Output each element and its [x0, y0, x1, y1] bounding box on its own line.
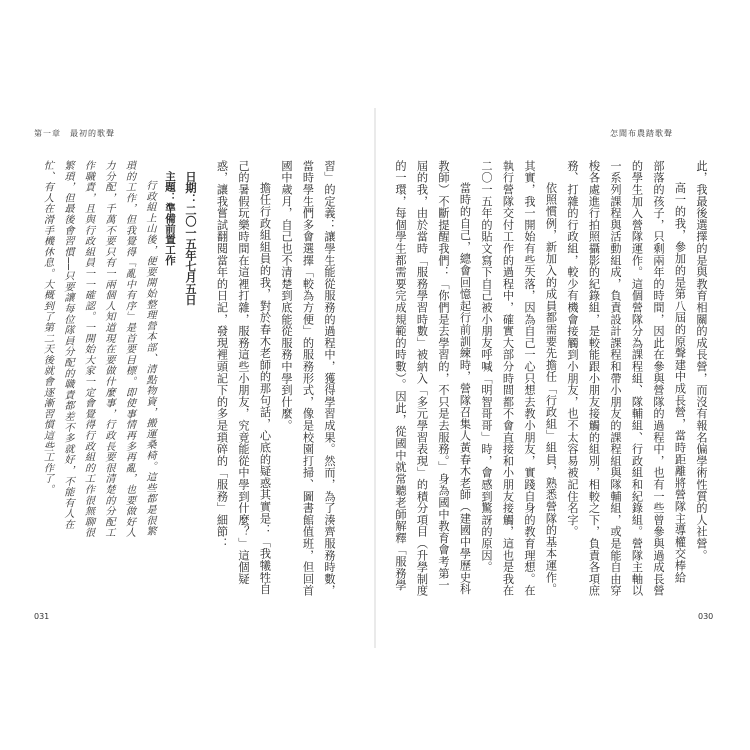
- diary-line: 作職責，且與行政組員一一確認。一開始大家一定會覺得行政組的工作很無聊很: [82, 160, 94, 538]
- text-line: 一系列課程與活動組成，負責設計課程和帶小朋友的課程組與隊輔組，或是能自由穿: [609, 160, 622, 597]
- page-gutter: [374, 108, 376, 648]
- diary-line: 行政組上山後，便要開始整理營本部、清點物資，搬運桑椅。這些都是很繁: [144, 180, 155, 537]
- text-line: 的學生加入營隊運作。這個營隊分為課程組、隊輔組、行政組和紀錄組。營隊主軸以: [630, 160, 644, 597]
- diary-topic: 主題：準備前置工作: [164, 170, 176, 265]
- left-page-number: 031: [34, 612, 50, 621]
- diary-line: 忙、有人在滑手機休息。大概到了第二天後就會逐漸習慣這些工作了。: [41, 160, 53, 495]
- text-line: 執行營隊交付工作的過程中，確實大部分時間都不會直接和小朋友接觸，這也是我在: [501, 160, 515, 597]
- text-line: 惑，讓我嘗試翻閱當年的日記，發現裡頭記下的多是瑣碎的「服務」細節：: [215, 160, 229, 550]
- text-line: 己的暑假玩樂時間在這裡打雜，服務這些小朋友，究竟能從中學到什麼？」這個疑: [237, 160, 250, 585]
- left-page-text: [40, 160, 340, 597]
- text-line: 當時學生們多會選擇「較為方便」的服務形式，像是校園打掃、圖書館值班，但回首: [301, 160, 315, 597]
- text-line: 教師）不斷提醒我們：「你們是去學習的，不只是去服務。」身為國中教育會考第一: [437, 160, 450, 591]
- text-line: 部落的孩子，只剩兩年的時間，因此在參與營隊的過程中，也有一些曾參與過成長營: [652, 160, 665, 597]
- text-line: 二〇一五年的貼文寫下自己被小朋友呼喊「明智哥哥」時，會感到驚訝的原因。: [480, 160, 493, 573]
- text-line: 習」的定義：讓學生能從服務的過程中，獲得學習成果。然而，為了湊齊服務時數，: [323, 160, 336, 597]
- text-line: 其實，我一開始有些失落，因為自己一心只想去教小朋友，實踐自身的教育理想。在: [523, 160, 536, 597]
- diary-line: 瑣的工作，但我覺得「亂中有序」是首要目標。即使事情再多再亂，也要做好人: [123, 160, 135, 538]
- text-line: 屆的我，由於當時「服務學習時數」被納入「多元學習表現」的積分項目（升學制度: [415, 160, 429, 597]
- text-line: 的一環，每個學生都需要完成規範的時數）。因此，從國中就常聽老師解釋「服務學: [394, 160, 407, 591]
- text-line: 高一的我，參加的是第八屆的原聲建中成長營，當時距離將營隊主導權交棒給: [673, 182, 687, 584]
- left-running-header: 第一章 最初的歌聲: [34, 129, 115, 138]
- text-line: 當時的自己，總會回憶起行前訓練時，營隊召集人黃春木老師（建國中學歷史科: [458, 182, 472, 596]
- text-line: 依照慣例，新加入的成員都需要先擔任「行政組」組員，熟悉營隊的基本運作。: [544, 182, 558, 596]
- text-line: 梭各處進行拍照攝影的紀錄組，是較能跟小朋友接觸的組別，相較之下，負責各項庶: [587, 160, 601, 597]
- diary-line: 繁瑣，但最後會習慣──只要讓每位隊員分配的職責都差不多就好，不能有人在: [62, 160, 73, 530]
- right-page-text: [382, 160, 712, 597]
- diary-date: 日期：二〇一五年七月五日: [184, 171, 197, 306]
- diary-line: 力分配，千萬不要只有一兩個人知道現在要做什麼事，行政長要很清楚的分配工: [103, 160, 114, 538]
- text-line: 擔任行政組組員的我，對於春木老師的那句話，心底的疑惑其實是：「我犧牲自: [258, 182, 272, 596]
- text-line: 國中歲月，自己也不清楚到底能從服務中學到什麼。: [280, 160, 293, 432]
- text-line: 務、打雜的行政組，較少有機會接觸到小朋友，也不太容易被記住名字。: [566, 160, 579, 538]
- text-line: 此，我最後選擇的是與教育相關的成長營，而沒有報名偏學術性質的人社營。: [695, 160, 708, 562]
- right-page-number: 030: [698, 612, 714, 621]
- right-running-header: 怎聞布農踏歌聲: [610, 129, 673, 138]
